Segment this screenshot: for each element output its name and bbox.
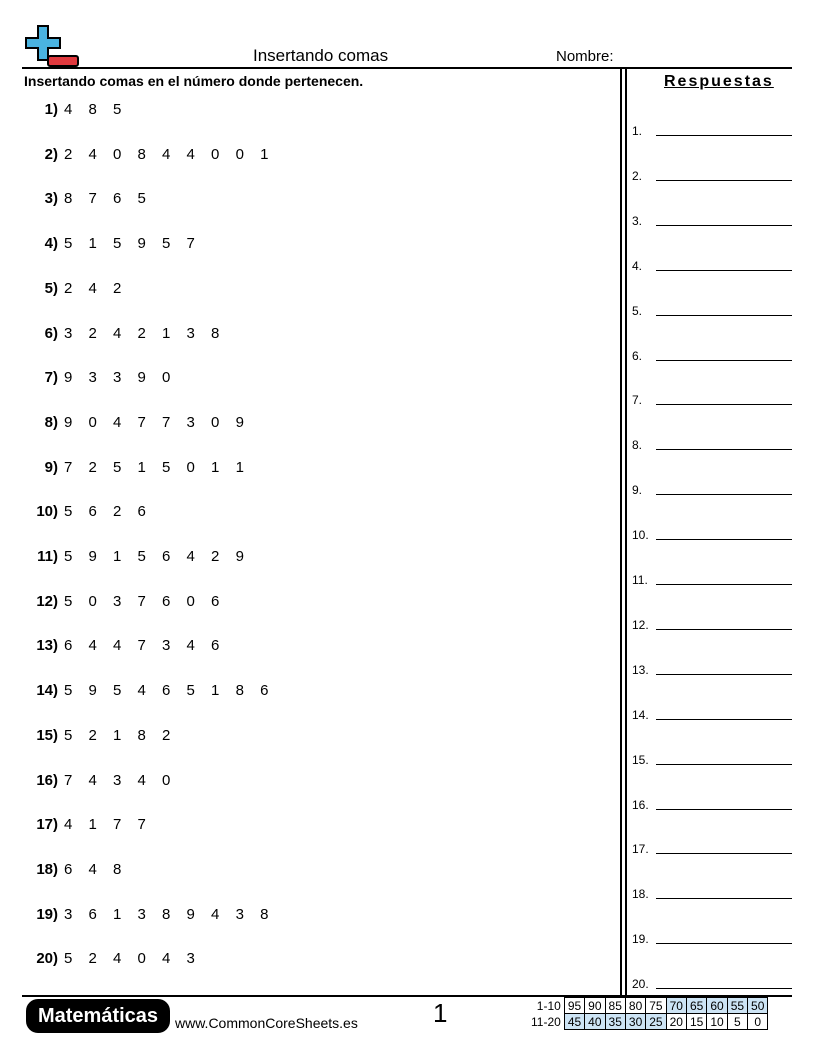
answer-number: 6. — [632, 348, 643, 363]
answer-blank[interactable] — [632, 212, 792, 228]
problem-number: 3) — [44, 190, 58, 208]
problem-number: 13) — [36, 637, 58, 655]
answer-number: 20. — [632, 977, 649, 992]
answer-blank[interactable] — [632, 571, 792, 587]
answer-blank[interactable] — [632, 436, 792, 452]
problem-item — [24, 368, 176, 388]
problem-item — [24, 458, 250, 478]
problem-digits: 5 2 1 8 2 — [64, 726, 177, 744]
answer-blank[interactable] — [632, 526, 792, 542]
answer-blank[interactable] — [632, 930, 792, 946]
answer-blank[interactable] — [632, 885, 792, 901]
answer-line — [656, 404, 792, 405]
problem-digits: 8 7 6 5 — [64, 190, 152, 208]
problem-item — [24, 100, 127, 120]
problem-item — [24, 726, 176, 746]
answer-number: 9. — [632, 483, 643, 498]
answer-line — [656, 270, 792, 271]
problem-item — [24, 189, 152, 209]
problem-number: 2) — [44, 145, 58, 163]
problem-digits: 7 4 3 4 0 — [64, 771, 177, 789]
answer-line — [656, 943, 792, 944]
problem-item — [24, 324, 225, 344]
problem-item — [24, 636, 225, 656]
answer-blank[interactable] — [632, 391, 792, 407]
answer-number: 15. — [632, 752, 649, 767]
score-cell: 20 — [666, 1014, 686, 1030]
column-divider — [625, 67, 627, 995]
answer-line — [656, 764, 792, 765]
problem-digits: 2 4 2 — [64, 279, 128, 297]
answer-line — [656, 135, 792, 136]
header-rule — [22, 67, 792, 69]
answer-number: 7. — [632, 393, 643, 408]
answer-number: 17. — [632, 842, 649, 857]
score-cell: 95 — [564, 998, 584, 1014]
problem-digits: 5 6 2 6 — [64, 503, 152, 521]
problem-item — [24, 413, 250, 433]
problem-digits: 4 1 7 7 — [64, 816, 152, 834]
answer-number: 18. — [632, 887, 649, 902]
answer-number: 16. — [632, 797, 649, 812]
answer-line — [656, 719, 792, 720]
problem-digits: 5 9 5 4 6 5 1 8 6 — [64, 682, 275, 700]
problem-number: 7) — [44, 369, 58, 387]
problem-digits: 9 0 4 7 7 3 0 9 — [64, 413, 250, 431]
problem-number: 6) — [44, 324, 58, 342]
problem-digits: 6 4 8 — [64, 860, 128, 878]
problem-digits: 4 8 5 — [64, 101, 128, 118]
answer-number: 14. — [632, 707, 649, 722]
score-cell: 80 — [625, 998, 645, 1014]
problem-item — [24, 279, 127, 299]
answer-blank[interactable] — [632, 751, 792, 767]
answer-line — [656, 315, 792, 316]
website-link[interactable]: www.CommonCoreSheets.es — [175, 1015, 358, 1031]
score-table — [528, 997, 768, 1030]
problem-number: 12) — [36, 592, 58, 610]
math-logo-icon — [22, 24, 80, 68]
problem-number: 20) — [36, 950, 58, 968]
answer-number: 8. — [632, 438, 643, 453]
worksheet-title: Insertando comas — [253, 46, 389, 65]
score-cell: 60 — [707, 998, 727, 1014]
problem-digits: 7 2 5 1 5 0 1 1 — [64, 458, 250, 476]
answer-blank[interactable] — [632, 302, 792, 318]
answer-line — [656, 898, 792, 899]
problem-digits: 5 2 4 0 4 3 — [64, 950, 201, 968]
problem-digits: 5 9 1 5 6 4 2 9 — [64, 548, 250, 565]
score-cell: 40 — [585, 1014, 605, 1030]
score-cell: 30 — [625, 1014, 645, 1030]
brand-badge: Matemáticas — [26, 999, 170, 1033]
score-cell: 70 — [666, 998, 686, 1014]
score-cell: 75 — [646, 998, 666, 1014]
problem-number: 9) — [44, 458, 58, 476]
score-cell: 15 — [686, 1014, 706, 1030]
answer-number: 10. — [632, 528, 649, 543]
problem-number: 11) — [37, 548, 58, 565]
problem-item — [24, 949, 201, 969]
score-cell: 25 — [646, 1014, 666, 1030]
answer-blank[interactable] — [632, 347, 792, 363]
problem-number: 1) — [44, 101, 58, 118]
problem-number: 19) — [36, 905, 58, 923]
score-cell: 50 — [748, 998, 768, 1014]
score-cell: 85 — [605, 998, 625, 1014]
score-cell: 55 — [727, 998, 747, 1014]
answer-blank[interactable] — [632, 840, 792, 856]
problem-number: 15) — [36, 726, 58, 744]
answer-number: 3. — [632, 213, 643, 228]
answer-line — [656, 629, 792, 630]
answer-line — [656, 539, 792, 540]
score-cell: 10 — [707, 1014, 727, 1030]
problem-number: 18) — [36, 860, 58, 878]
answers-title: Respuestas — [664, 73, 774, 90]
answer-line — [656, 494, 792, 495]
answer-number: 13. — [632, 662, 649, 677]
answer-line — [656, 180, 792, 181]
page-number: 1 — [433, 998, 448, 1028]
problem-item — [24, 815, 152, 835]
problem-number: 8) — [44, 413, 58, 431]
answer-line — [656, 674, 792, 675]
answer-line — [656, 988, 792, 989]
answer-blank[interactable] — [632, 706, 792, 722]
problem-number: 16) — [36, 771, 58, 789]
answer-blank[interactable] — [632, 661, 792, 677]
name-label: Nombre: — [556, 48, 614, 65]
answer-blank[interactable] — [632, 167, 792, 183]
score-cell: 35 — [605, 1014, 625, 1030]
answer-number: 5. — [632, 303, 643, 318]
problem-digits: 2 4 0 8 4 4 0 0 1 — [64, 145, 275, 163]
answer-blank[interactable] — [632, 481, 792, 497]
problem-digits: 3 6 1 3 8 9 4 3 8 — [64, 905, 275, 923]
answer-blank[interactable] — [632, 796, 792, 812]
answer-blank[interactable] — [632, 122, 792, 138]
problem-item — [24, 502, 152, 522]
problem-number: 10) — [36, 503, 58, 521]
problem-item — [24, 860, 127, 880]
answer-line — [656, 360, 792, 361]
answer-blank[interactable] — [632, 616, 792, 632]
score-cell: 65 — [686, 998, 706, 1014]
problem-digits: 9 3 3 9 0 — [64, 369, 177, 387]
score-cell: 45 — [564, 1014, 584, 1030]
problem-number: 14) — [36, 682, 58, 700]
column-divider — [620, 67, 622, 995]
problem-item — [24, 234, 201, 254]
answer-number: 12. — [632, 617, 649, 632]
answer-number: 4. — [632, 258, 643, 273]
answer-blank[interactable] — [632, 257, 792, 273]
answer-line — [656, 853, 792, 854]
score-row — [528, 1014, 768, 1030]
answer-line — [656, 225, 792, 226]
problem-number: 5) — [44, 279, 58, 297]
problem-digits: 3 2 4 2 1 3 8 — [64, 324, 226, 342]
answer-blank[interactable] — [632, 975, 792, 991]
score-row — [528, 998, 768, 1014]
problem-item — [24, 547, 250, 567]
problem-digits: 5 1 5 9 5 7 — [64, 235, 201, 253]
instructions: Insertando comas en el número donde pertenecen. — [24, 73, 364, 89]
problem-digits: 5 0 3 7 6 0 6 — [64, 592, 226, 610]
problem-item — [24, 145, 274, 165]
problem-number: 17) — [36, 816, 58, 834]
score-range: 11-20 — [531, 1014, 561, 1029]
score-cell: 5 — [727, 1014, 747, 1030]
answer-number: 19. — [632, 932, 649, 947]
answer-number: 11. — [632, 573, 648, 587]
answer-line — [656, 809, 792, 810]
answer-line — [656, 584, 792, 585]
score-cell: 0 — [748, 1014, 768, 1030]
problem-item — [24, 905, 274, 925]
answer-number: 2. — [632, 168, 643, 183]
problem-item — [24, 592, 225, 612]
problem-item — [24, 771, 176, 791]
problem-number: 4) — [44, 235, 58, 253]
answer-number: 1. — [632, 124, 643, 138]
score-range: 1-10 — [536, 998, 561, 1013]
answer-line — [656, 449, 792, 450]
problem-digits: 6 4 4 7 3 4 6 — [64, 637, 226, 655]
problem-item — [24, 681, 274, 701]
score-cell: 90 — [585, 998, 605, 1014]
